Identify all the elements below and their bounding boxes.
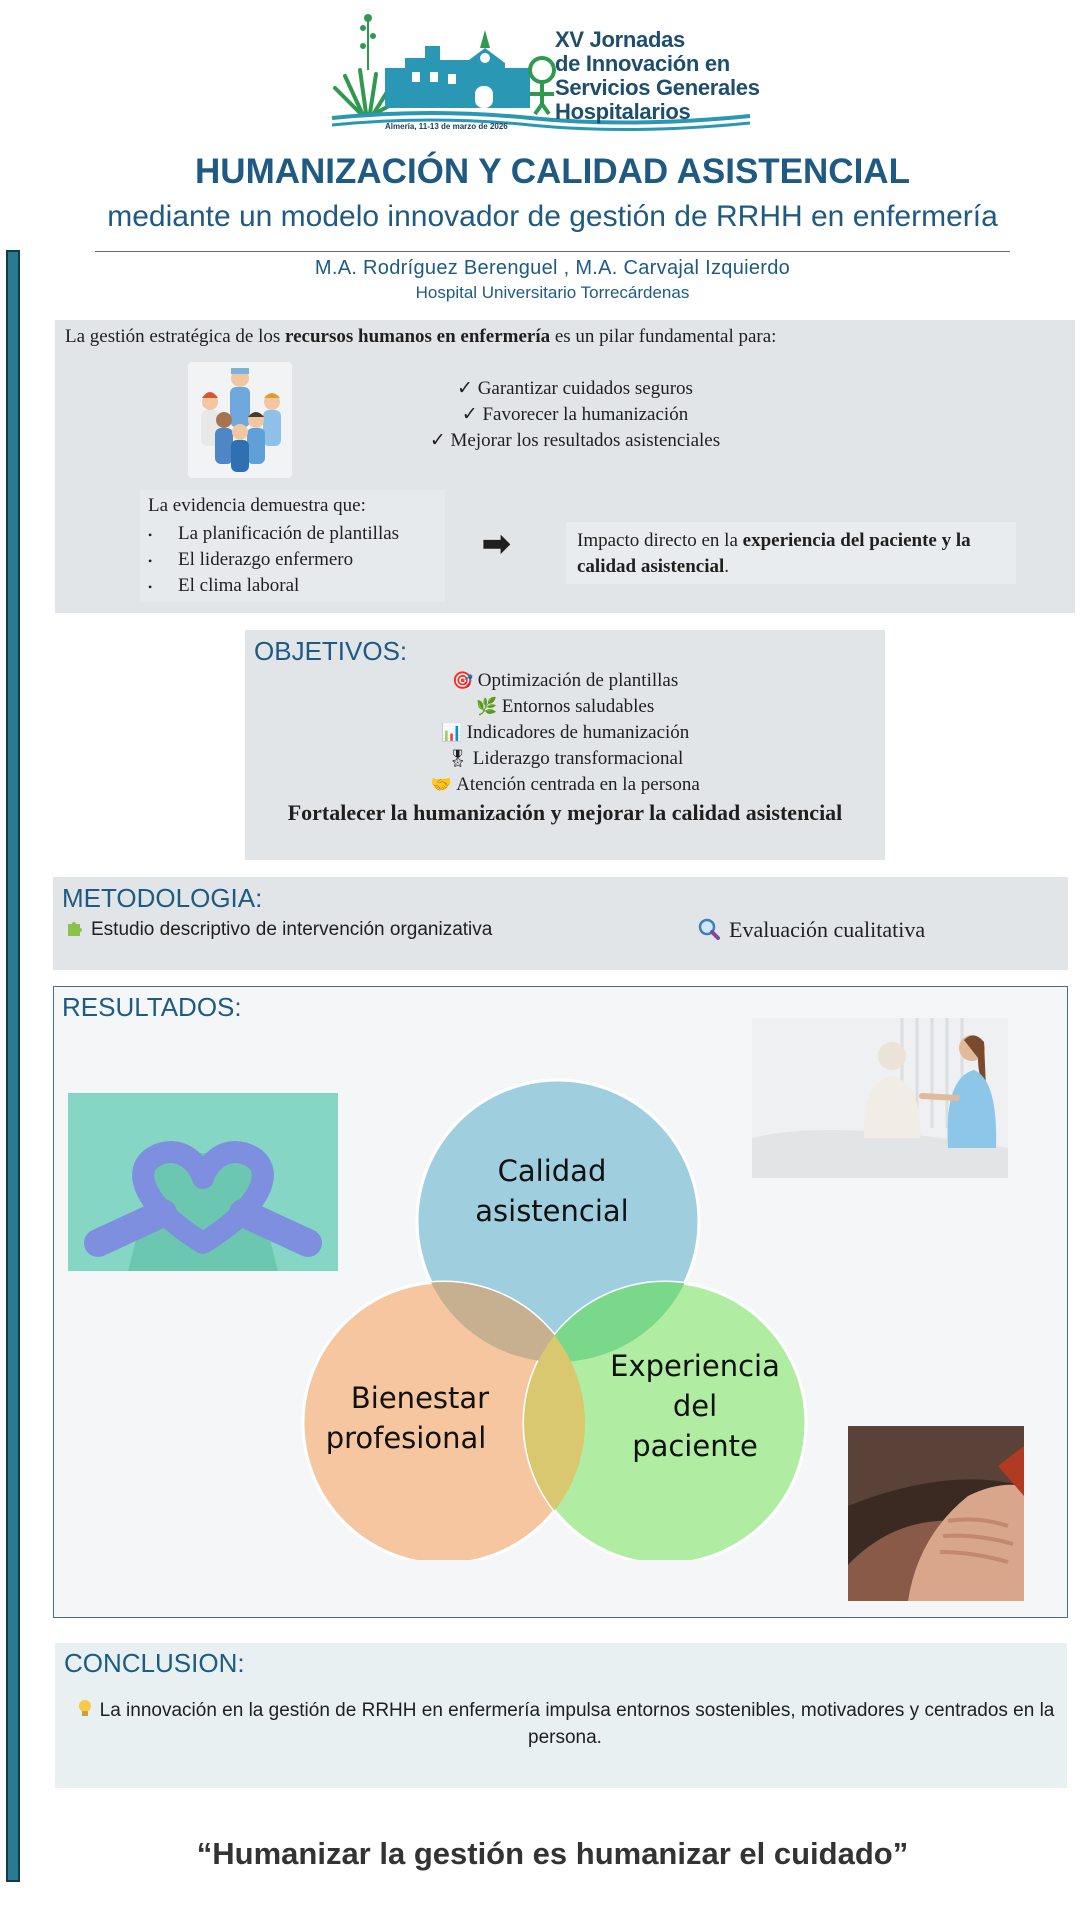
list-item: • El clima laboral bbox=[148, 573, 399, 599]
venn-label-wellbeing-1: Bienestar bbox=[350, 1381, 490, 1415]
list-item bbox=[245, 668, 885, 694]
objectives-title: OBJETIVOS: bbox=[254, 636, 408, 666]
logo-line-3: Servicios Generales bbox=[555, 75, 760, 100]
list-item bbox=[245, 720, 885, 746]
left-accent-bar bbox=[6, 250, 20, 1882]
logo-line-4: Hospitalarios bbox=[555, 99, 691, 124]
venn-label-quality-1: Calidad bbox=[497, 1154, 607, 1188]
intro-text-start: La gestión estratégica de los bbox=[65, 326, 286, 347]
goals-checklist bbox=[380, 376, 770, 454]
objective-label: Liderazgo transformacional bbox=[472, 748, 684, 769]
holding-hands-photo bbox=[848, 1426, 1024, 1601]
medal-icon: 🎖 bbox=[446, 749, 469, 769]
nurses-team-illustration bbox=[188, 362, 292, 478]
methodology-item-evaluation bbox=[697, 917, 925, 943]
hospital-name: Hospital Universitario Torrecárdenas bbox=[415, 283, 690, 302]
leaf-icon: 🌿 bbox=[476, 697, 498, 717]
results-title: RESULTADOS: bbox=[62, 992, 242, 1022]
logo-text bbox=[555, 28, 760, 124]
check-item: ✓ Mejorar los resultados asistenciales bbox=[429, 430, 721, 451]
conclusion-title: CONCLUSION: bbox=[64, 1648, 245, 1678]
intro-text-bold: recursos humanos en enfermería bbox=[285, 326, 551, 347]
objectives-list bbox=[245, 668, 885, 798]
check-item: ✓ Favorecer la humanización bbox=[461, 404, 689, 425]
venn-label-experience-1: Experiencia bbox=[610, 1349, 780, 1383]
arrow-right-icon: ➡ bbox=[482, 525, 511, 563]
evidence-list bbox=[148, 521, 399, 599]
methodology-study-label: Estudio descriptivo de intervención organizativa bbox=[91, 919, 493, 940]
methodology-evaluation-label: Evaluación cualitativa bbox=[729, 917, 926, 942]
check-item: ✓ Garantizar cuidados seguros bbox=[457, 378, 693, 399]
logo-line-1: XV Jornadas bbox=[555, 27, 685, 52]
objective-label: Indicadores de humanización bbox=[466, 722, 690, 743]
intro-text bbox=[65, 326, 776, 348]
closing-quote: “Humanizar la gestión es humanizar el cuidado” bbox=[196, 1836, 909, 1871]
conclusion-body: La innovación en la gestión de RRHH en enfermería impulsa entornos sostenibles, motivadores y centrados en la persona. bbox=[99, 1700, 1055, 1748]
venn-label-wellbeing-2: profesional bbox=[325, 1421, 487, 1455]
venn-label-experience-2: del bbox=[672, 1389, 718, 1423]
impact-text-bold: experiencia del paciente y la calidad asistencial bbox=[577, 530, 971, 577]
objective-label: Entornos saludables bbox=[501, 696, 655, 717]
puzzle-icon bbox=[65, 918, 85, 938]
impact-text-start: Impacto directo en la bbox=[577, 530, 743, 551]
venn-label-experience-3: paciente bbox=[632, 1429, 758, 1463]
objective-label: Atención centrada en la persona bbox=[456, 774, 700, 795]
handshake-icon: 🤝 bbox=[430, 775, 452, 795]
list-item bbox=[245, 772, 885, 798]
divider bbox=[95, 251, 1010, 252]
venn-diagram bbox=[290, 1078, 820, 1560]
magnifier-icon bbox=[697, 917, 721, 941]
lightbulb-icon bbox=[76, 1699, 94, 1719]
objective-label: Optimización de plantillas bbox=[477, 670, 679, 691]
intro-text-end: es un pilar fundamental para: bbox=[550, 326, 777, 347]
evidence-title: La evidencia demuestra que: bbox=[148, 495, 366, 516]
objectives-summary: Fortalecer la humanización y mejorar la calidad asistencial bbox=[287, 800, 843, 825]
list-item: • La planificación de plantillas bbox=[148, 521, 399, 547]
methodology-title: METODOLOGIA: bbox=[62, 883, 263, 913]
logo-line-2: de Innovación en bbox=[555, 51, 730, 76]
conclusion-text bbox=[75, 1697, 1055, 1751]
logo-date: Almería, 11-13 de marzo de 2026 bbox=[385, 122, 508, 131]
bar-chart-icon: 📊 bbox=[441, 723, 463, 743]
impact-text-end: . bbox=[724, 556, 730, 577]
authors: M.A. Rodríguez Berenguel , M.A. Carvajal Izquierdo bbox=[314, 257, 791, 279]
impact-text bbox=[577, 528, 1017, 580]
target-icon: 🎯 bbox=[452, 671, 474, 691]
list-item bbox=[245, 746, 885, 772]
list-item: • El liderazgo enfermero bbox=[148, 547, 399, 573]
page-subtitle: mediante un modelo innovador de gestión de RRHH en enfermería bbox=[107, 200, 998, 233]
venn-label-quality-2: asistencial bbox=[475, 1194, 629, 1228]
page-title: HUMANIZACIÓN Y CALIDAD ASISTENCIAL bbox=[195, 152, 910, 191]
list-item bbox=[245, 694, 885, 720]
methodology-item-study bbox=[65, 918, 492, 941]
